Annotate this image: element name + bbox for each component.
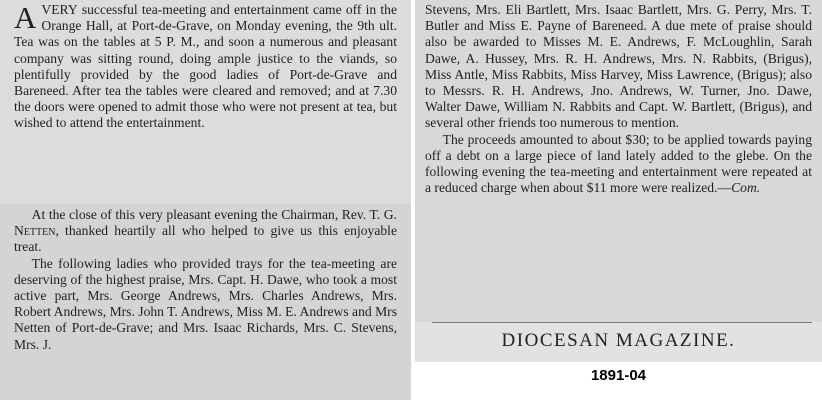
lead-caps: VERY	[41, 2, 78, 17]
article-paragraph-2	[14, 207, 397, 256]
article-paragraph-3-right	[425, 2, 812, 132]
article-clip-left-top	[0, 0, 411, 204]
article-clip-right	[415, 0, 822, 322]
article-paragraph-1	[14, 2, 397, 132]
masthead-rule	[432, 322, 812, 323]
paragraph-3-right-text: Stevens, Mrs. Eli Bartlett, Mrs. Isaac Bartlett, Mrs. G. Perry, Mrs. T. Butler and Miss E. Payne of Bareneed. A due mete of praise should also be awarded to Misses M. E. Andrews, F. McLoughlin, Sarah Dawe, A. Hussey, Mrs. R. H. Andrews, Mrs. N. Rabbits, (Brigus), Miss Antle, Miss Rabbits, Miss Harvey, Miss Lawrence, (Brigus); also to Messrs. R. H. Andrews, Jno. Andrews, W. Turner, Jno. Dawe, Walter Dawe, William N. Rabbits and Capt. W. Bartlett, (Brigus), and several other friends too numerous to mention.	[425, 2, 812, 131]
article-clip-left-bottom	[0, 204, 411, 400]
article-paragraph-4	[425, 132, 812, 197]
signoff: Com.	[731, 180, 761, 196]
article-paragraph-3-left	[14, 256, 397, 353]
chairman-name: Netten	[14, 223, 56, 239]
drop-cap: A	[14, 0, 37, 35]
paragraph-4-text: The proceeds amounted to about $30; to be applied towards paying off a debt on a large piece of land lately added to the glebe. On the following evening the tea-meeting and entertainment were repeated at a reduced charge when about $11 more were realized.—	[425, 131, 812, 196]
paragraph-1-text: successful tea-meeting and entertainment came off in the Orange Hall, at Port-de-Grave, on Monday evening, the 9th ult. Tea was on the tables at 5 P. M., and soon a numerous and pleasant company was sitting round, doing ample justice to the viands, so plentifully provided by the good ladies of Port-de-Grave and Bareneed. After tea the tables were cleared and removed; and at 7.30 the doors were opened to admit those who were not present at tea, but wished to attend the entertainment.	[14, 2, 397, 131]
paragraph-3-left-text: The following ladies who provided trays for the tea-meeting are deserving of the highest praise, Mrs. Capt. H. Dawe, who took a most active part, Mrs. George Andrews, Mrs. Charles Andrews, Mrs. Robert Andrews, Mrs. John T. Andrews, Miss M. E. Andrews and Mrs Netten of Port-de-Grave; and Mrs. Isaac Richards, Mrs. C. Stevens, Mrs. J.	[14, 255, 397, 352]
issue-date: 1891-04	[415, 362, 822, 400]
paragraph-2-after: , thanked heartily all who helped to give us this enjoyable treat.	[14, 223, 397, 255]
paragraph-2-before: At the close of this very pleasant evening the Chairman, Rev. T. G.	[31, 207, 397, 222]
masthead-title: DIOCESAN MAGAZINE.	[415, 322, 822, 362]
